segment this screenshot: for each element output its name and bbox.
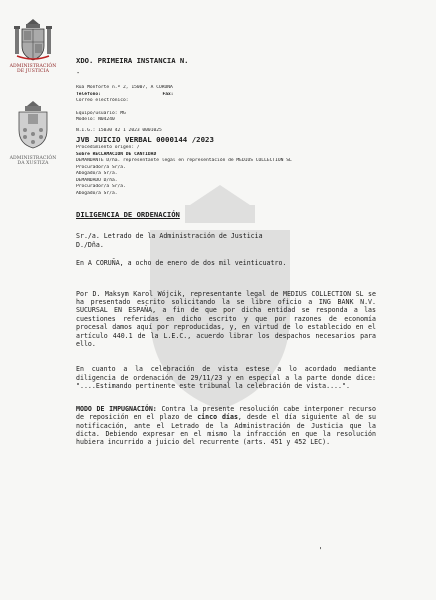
xunta-caption-line1: ADMINISTRACIÓN	[9, 156, 57, 161]
modo-text-b: , desde el día siguiente al de su notificación, ante el Letrado de la Administración de Justicia que la dicta. Debiendo expresar en el mismo la infracción en que la resolución hubiera incurrido a juicio del recurrente (arts. 451 y 452 LEC).	[76, 413, 377, 447]
equipo-usuario: Equipo/usuario: MG	[76, 110, 126, 116]
court-address: Rúa Monforte n.º 2, 15007, A CORUÑA	[76, 85, 173, 90]
paragraph-vista: En cuanto a la celebración de vista estese a lo acordado mediante diligencia de ordenación de 29/11/23 y en especial a la parte donde dice: "....Estimando pertinente este tribunal la celebración de vista....".	[76, 365, 376, 391]
justicia-caption-line2: DE JUSTICIA	[17, 69, 49, 75]
case-number: JVB JUICIO VERBAL 0000144 /2023	[76, 135, 214, 144]
spanish-crest-icon	[13, 18, 53, 64]
court-dash: -	[76, 69, 81, 77]
paragraph-solicitud: Por D. Maksym Karol Wójcik, representante legal de MEDIUS COLLECTION SL se ha presentado escrito solicitando la se libre oficio a ING BANK N.V. SUCURSAL EN ESPAÑA, a fin de que por dicha entidad se responda a las cuestiones referidas en dicho escrito y que por razones de economía procesal damos aquí por reproducidas, y, en virtud de lo establecido en el artículo 440.1 de la L.E.C., acuerdo librar los despachos necesarios para ello.	[76, 289, 376, 349]
procurador-demandante: Procurador/a Sr/a.	[76, 164, 126, 170]
modo-label: MODO DE IMPUGNACIÓN:	[76, 404, 157, 413]
correo-label: Correo electrónico:	[76, 98, 129, 103]
justicia-caption-line1: ADMINISTRACIÓN	[9, 64, 57, 69]
telefono-label: Teléfono:	[76, 91, 101, 97]
xunta-logo	[6, 100, 60, 167]
place-date: En A CORUÑA, a ocho de enero de dos mil veinticuatro.	[76, 259, 287, 268]
paragraph-impugnacion	[76, 405, 376, 447]
cinco-dias: cinco días	[197, 413, 238, 422]
nig-number: N.I.G.: 15030 42 1 2023 0001025	[76, 127, 162, 133]
abogado-demandante: Abogado/a Sr/a.	[76, 171, 118, 176]
xunta-caption-line2: DA XUSTIZA	[17, 161, 49, 167]
modelo: Modelo: N04240	[76, 117, 115, 122]
procurador-demandado: Procurador/a Sr/a.	[76, 184, 126, 189]
sobre-line: Sobre RECLAMACION DE CANTIDAD	[76, 151, 157, 157]
court-name: XDO. PRIMEIRA INSTANCIA N.	[76, 56, 189, 65]
salutation-letrado: Sr./a. Letrado de la Administración de Justicia	[76, 232, 263, 241]
abogado-demandado: Abogado/a Sr/a.	[76, 190, 118, 196]
diligencia-heading: DILIGENCIA DE ORDENACIÓN	[76, 210, 180, 219]
demandante-line: DEMANDANTE D/ña. representante legal en representación de MEDIUS COLLECTION SL	[76, 158, 292, 163]
margin-mark: '	[318, 546, 323, 555]
document-body	[76, 211, 376, 447]
galicia-crest-icon	[13, 100, 53, 150]
fax-label: Fax:	[162, 91, 174, 97]
document-header	[76, 56, 426, 197]
modo-text-a: Contra la presente resolución cabe interponer recurso de reposición en el plazo de	[76, 404, 376, 422]
demandado-line: DEMANDADO D/ña.	[76, 177, 118, 183]
salutation-dona: D./Dña.	[76, 240, 104, 249]
justicia-logo	[6, 18, 60, 75]
procedimiento-origen: Procedimiento origen: /	[76, 145, 140, 150]
